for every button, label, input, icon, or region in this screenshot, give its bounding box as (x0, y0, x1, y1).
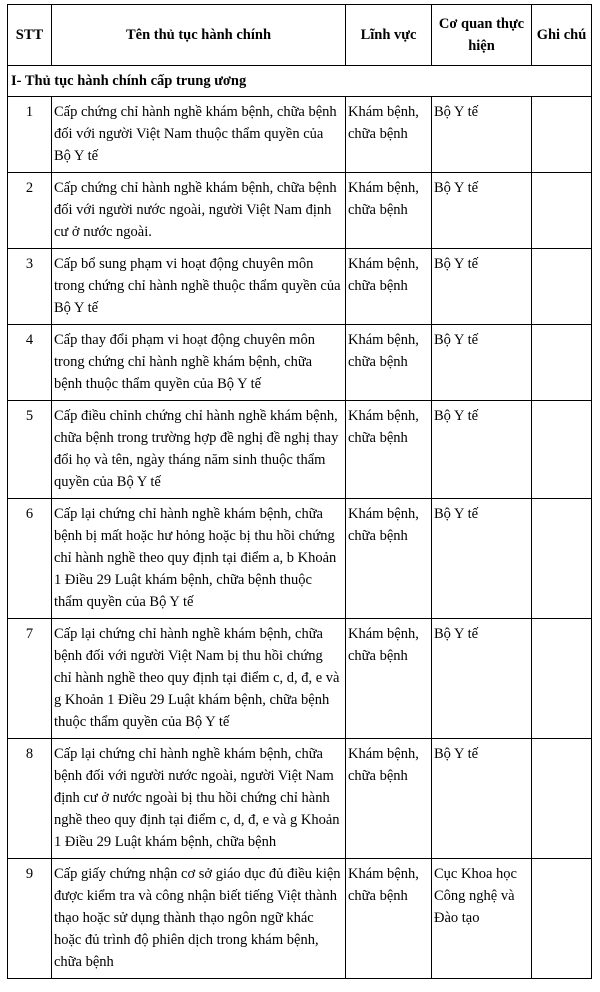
row-procedure-name: Cấp chứng chỉ hành nghề khám bệnh, chữa bệnh đối với người Việt Nam thuộc thẩm quyền của Bộ Y tế (52, 97, 346, 173)
row-stt: 9 (8, 859, 52, 979)
row-agency: Bộ Y tế (432, 401, 532, 499)
row-note (532, 97, 592, 173)
row-note (532, 249, 592, 325)
row-agency: Bộ Y tế (432, 499, 532, 619)
header-note: Ghi chú (532, 5, 592, 66)
table-row (8, 499, 592, 619)
row-procedure-name: Cấp lại chứng chỉ hành nghề khám bệnh, chữa bệnh đối với người Việt Nam bị thu hồi chứng chỉ hành nghề theo quy định tại điểm c, d, đ, e và g Khoản 1 Điều 29 Luật khám bệnh, chữa bệnh thuộc thẩm quyền của Bộ Y tế (52, 619, 346, 739)
table-header-row (8, 5, 592, 66)
row-field: Khám bệnh, chữa bệnh (346, 173, 432, 249)
row-stt: 5 (8, 401, 52, 499)
row-note (532, 859, 592, 979)
row-procedure-name: Cấp lại chứng chỉ hành nghề khám bệnh, chữa bệnh bị mất hoặc hư hỏng hoặc bị thu hồi chứng chỉ hành nghề theo quy định tại điểm a, b Khoản 1 Điều 29 Luật khám bệnh, chữa bệnh thuộc thẩm quyền của Bộ Y tế (52, 499, 346, 619)
table-row (8, 173, 592, 249)
row-stt: 6 (8, 499, 52, 619)
row-note (532, 739, 592, 859)
header-stt: STT (8, 5, 52, 66)
row-field: Khám bệnh, chữa bệnh (346, 249, 432, 325)
row-note (532, 173, 592, 249)
procedures-table (7, 4, 592, 979)
row-procedure-name: Cấp lại chứng chỉ hành nghề khám bệnh, chữa bệnh đối với người nước ngoài, người Việt Nam định cư ở nước ngoài bị thu hồi chứng chỉ hành nghề theo quy định tại điểm c, d, đ, e và g Khoản 1 Điều 29 Luật khám bệnh, chữa bệnh (52, 739, 346, 859)
row-agency: Bộ Y tế (432, 249, 532, 325)
row-stt: 3 (8, 249, 52, 325)
section-title: I- Thủ tục hành chính cấp trung ương (8, 66, 592, 97)
table-row (8, 249, 592, 325)
row-field: Khám bệnh, chữa bệnh (346, 97, 432, 173)
row-agency: Bộ Y tế (432, 97, 532, 173)
header-field: Lĩnh vực (346, 5, 432, 66)
table-row (8, 619, 592, 739)
row-procedure-name: Cấp điều chỉnh chứng chỉ hành nghề khám bệnh, chữa bệnh trong trường hợp đề nghị đề nghị thay đổi họ và tên, ngày tháng năm sinh thuộc thẩm quyền của Bộ Y tế (52, 401, 346, 499)
row-field: Khám bệnh, chữa bệnh (346, 619, 432, 739)
table-row (8, 325, 592, 401)
table-row (8, 739, 592, 859)
table-row (8, 401, 592, 499)
row-field: Khám bệnh, chữa bệnh (346, 739, 432, 859)
row-stt: 1 (8, 97, 52, 173)
row-agency: Cục Khoa học Công nghệ và Đào tạo (432, 859, 532, 979)
row-stt: 8 (8, 739, 52, 859)
row-procedure-name: Cấp chứng chỉ hành nghề khám bệnh, chữa bệnh đối với người nước ngoài, người Việt Nam định cư ở nước ngoài. (52, 173, 346, 249)
row-note (532, 619, 592, 739)
row-procedure-name: Cấp thay đổi phạm vi hoạt động chuyên môn trong chứng chỉ hành nghề khám bệnh, chữa bệnh thuộc thẩm quyền của Bộ Y tế (52, 325, 346, 401)
row-note (532, 499, 592, 619)
row-stt: 2 (8, 173, 52, 249)
row-stt: 4 (8, 325, 52, 401)
header-agency: Cơ quan thực hiện (432, 5, 532, 66)
row-field: Khám bệnh, chữa bệnh (346, 859, 432, 979)
row-field: Khám bệnh, chữa bệnh (346, 401, 432, 499)
row-note (532, 401, 592, 499)
header-procedure-name: Tên thủ tục hành chính (52, 5, 346, 66)
row-field: Khám bệnh, chữa bệnh (346, 325, 432, 401)
row-agency: Bộ Y tế (432, 619, 532, 739)
section-row (8, 66, 592, 97)
row-procedure-name: Cấp bổ sung phạm vi hoạt động chuyên môn trong chứng chỉ hành nghề thuộc thẩm quyền của Bộ Y tế (52, 249, 346, 325)
row-stt: 7 (8, 619, 52, 739)
row-agency: Bộ Y tế (432, 173, 532, 249)
row-note (532, 325, 592, 401)
table-row (8, 859, 592, 979)
document-page (7, 4, 591, 979)
row-agency: Bộ Y tế (432, 325, 532, 401)
table-row (8, 97, 592, 173)
row-procedure-name: Cấp giấy chứng nhận cơ sở giáo dục đủ điều kiện được kiểm tra và công nhận biết tiếng Việt thành thạo hoặc sử dụng thành thạo ngôn ngữ khác hoặc đủ trình độ phiên dịch trong khám bệnh, chữa bệnh (52, 859, 346, 979)
row-field: Khám bệnh, chữa bệnh (346, 499, 432, 619)
row-agency: Bộ Y tế (432, 739, 532, 859)
